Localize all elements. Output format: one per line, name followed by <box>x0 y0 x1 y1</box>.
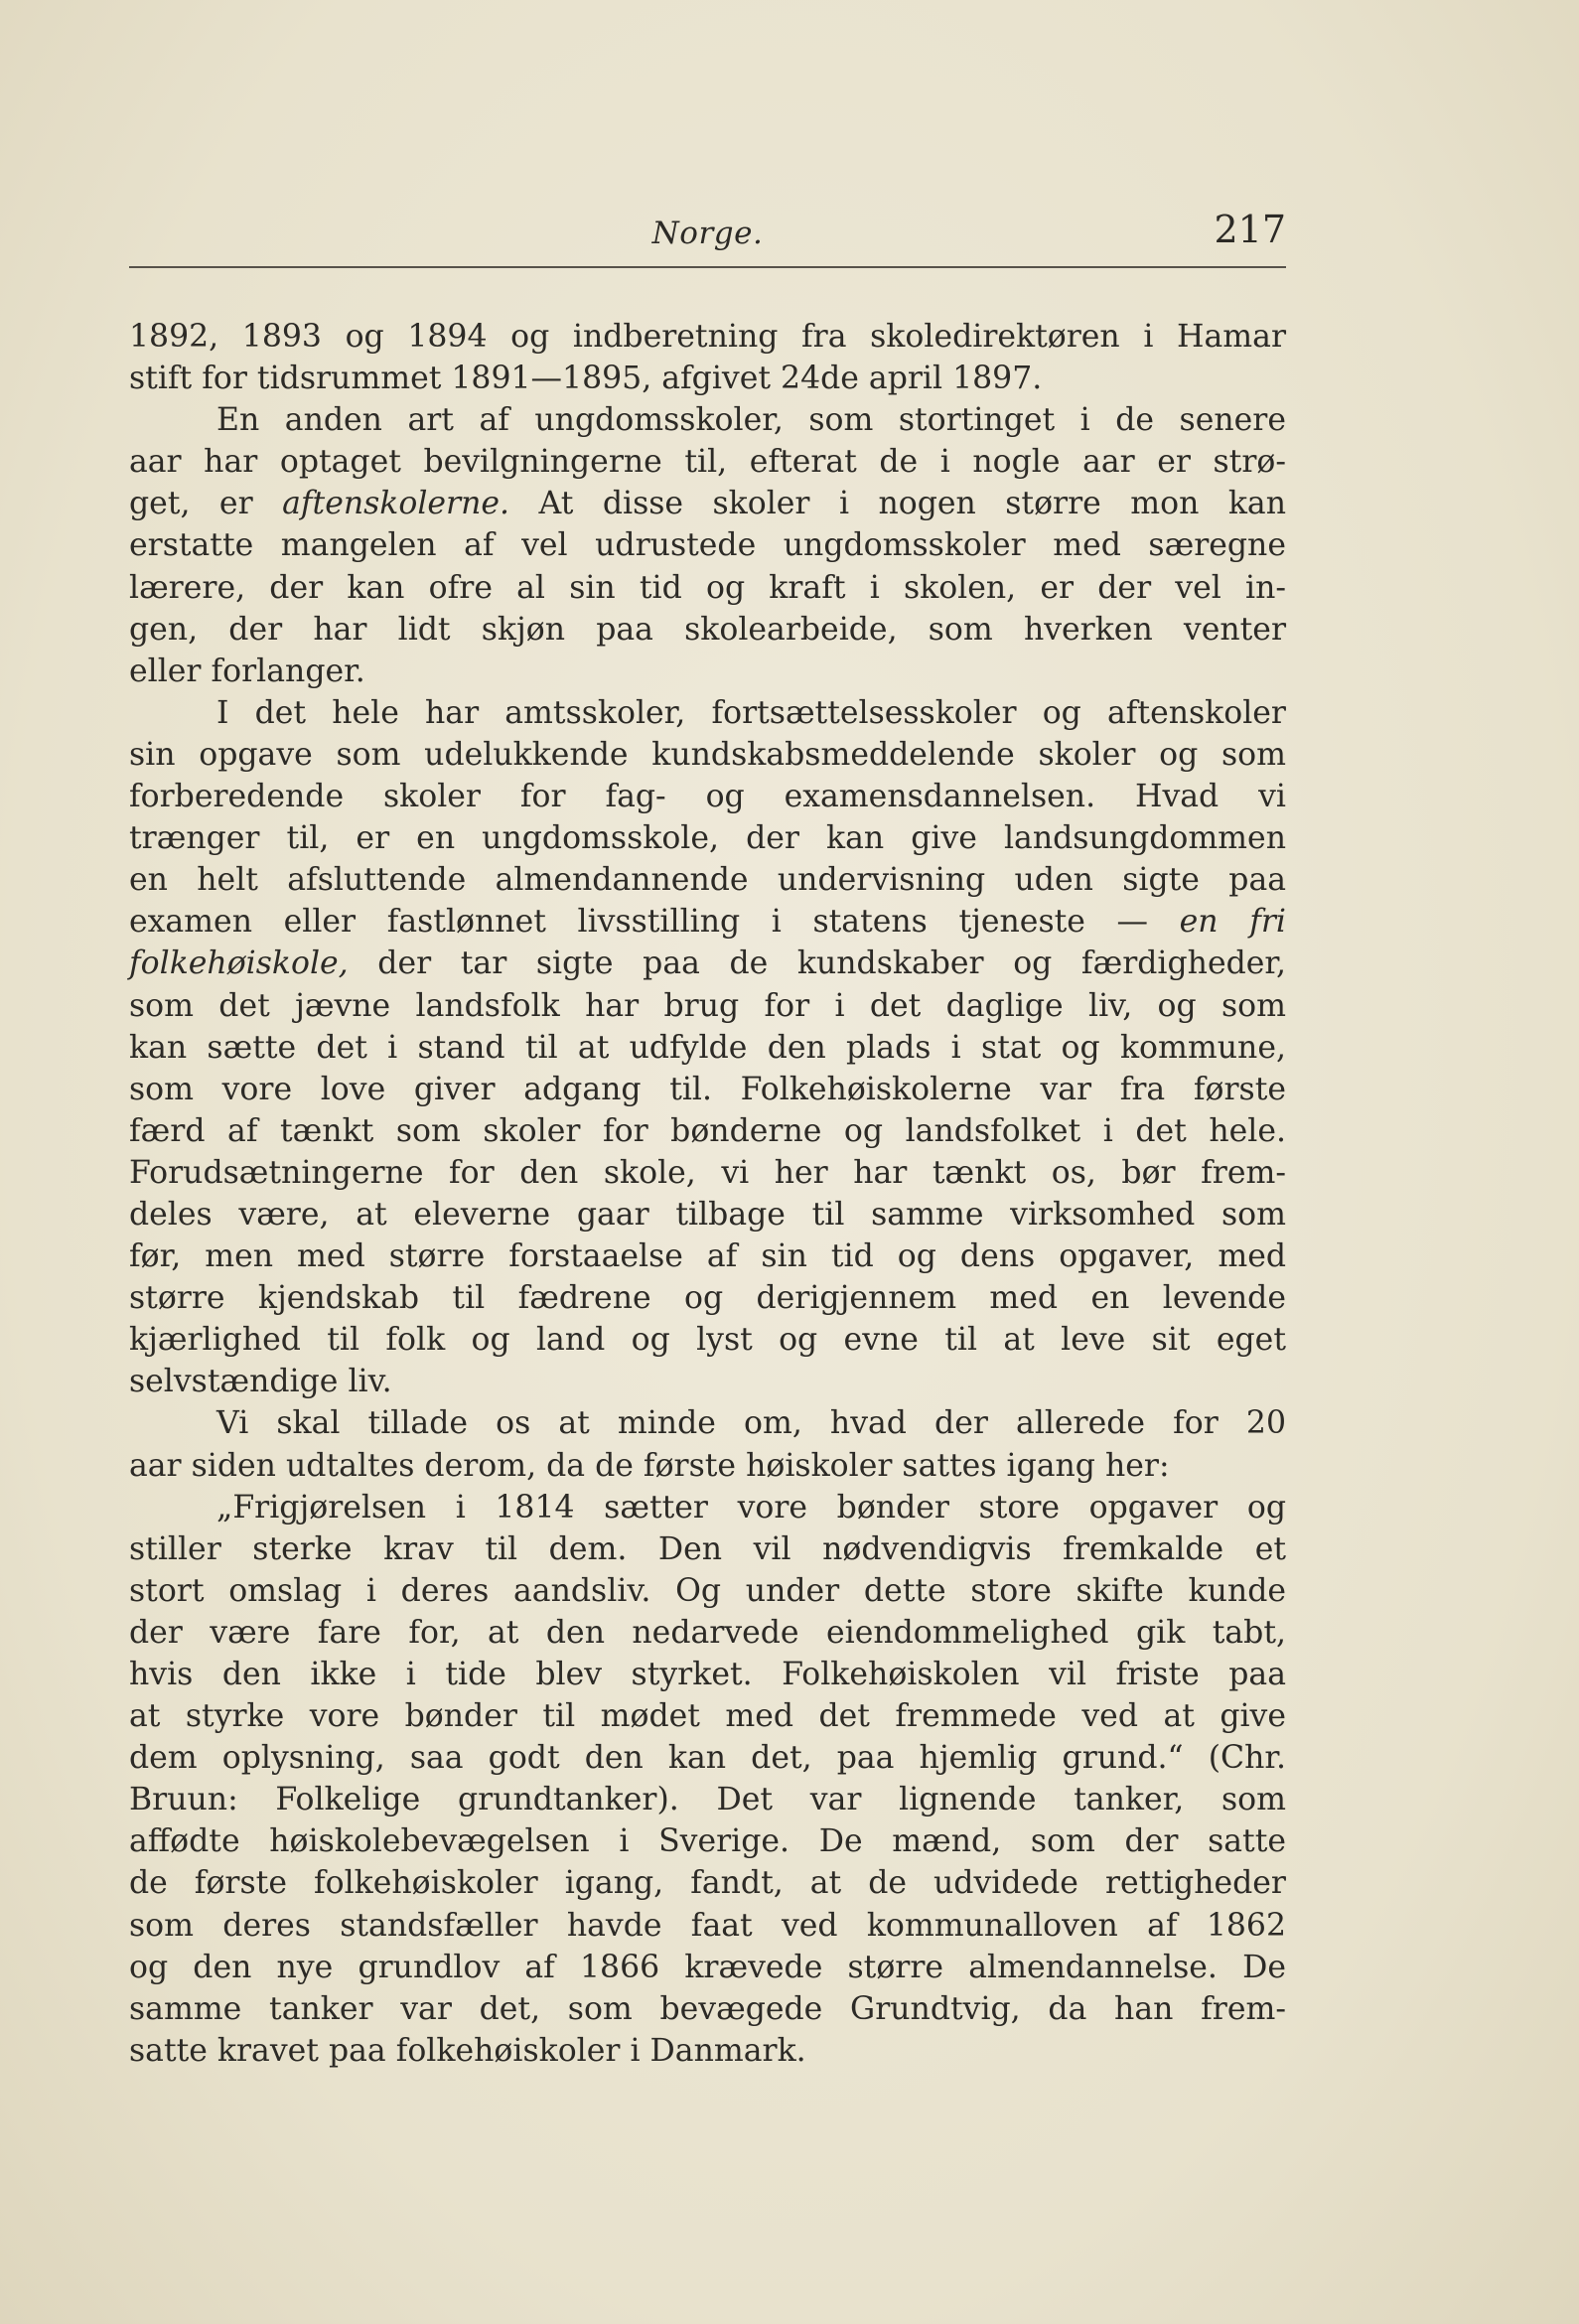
text-line: trænger til, er en ungdomsskole, der kan give landsungdommen <box>129 820 1286 857</box>
text-line: som vore love giver adgang til. Folkehøiskolerne var fra første <box>129 1071 1286 1107</box>
text-line: En anden art af ungdomsskoler, som stortinget i de senere <box>216 402 1286 439</box>
text-line <box>129 943 1286 984</box>
text-line: satte kravet paa folkehøiskoler i Danmark. <box>129 2032 806 2069</box>
text-line: Forudsætningerne for den skole, vi her har tænkt os, bør frem- <box>129 1154 1286 1191</box>
text-line: og den nye grundlov af 1866 krævede større almendannelse. De <box>129 1949 1286 1985</box>
text-line: selvstændige liv. <box>129 1364 392 1400</box>
text-line: færd af tænkt som skoler for bønderne og landsfolket i det hele. <box>129 1112 1286 1149</box>
text-line: før, men med større forstaaelse af sin tid og dens opgaver, med <box>129 1238 1286 1275</box>
running-head: Norge. <box>651 216 764 251</box>
text-line: at styrke vore bønder til mødet med det fremmede ved at give <box>129 1698 1286 1735</box>
text-line: som deres standsfæller havde faat ved kommunalloven af 1862 <box>129 1907 1286 1944</box>
text-line: der være fare for, at den nedarvede eiendommelighed gik tabt, <box>129 1614 1286 1651</box>
text-line <box>129 483 1286 524</box>
header-rule <box>129 266 1286 268</box>
text-line: større kjendskab til fædrene og derigjennem med en levende <box>129 1280 1286 1317</box>
text-line: samme tanker var det, som bevægede Grundtvig, da han frem- <box>129 1990 1286 2027</box>
text-line <box>129 901 1286 943</box>
text-line: de første folkehøiskoler igang, fandt, at de udvidede rettigheder <box>129 1865 1286 1902</box>
text-line: „Frigjørelsen i 1814 sætter vore bønder store opgaver og <box>216 1489 1286 1525</box>
text-line: kjærlighed til folk og land og lyst og evne til at leve sit eget <box>129 1322 1286 1359</box>
page-number: 217 <box>1214 208 1286 251</box>
text-line: som det jævne landsfolk har brug for i det daglige liv, og som <box>129 987 1286 1024</box>
text-line: 1892, 1893 og 1894 og indberetning fra skoledirektøren i Hamar <box>129 319 1286 355</box>
text-line: en helt afsluttende almendannende undervisning uden sigte paa <box>129 862 1286 899</box>
italic-term: en fri <box>1179 904 1286 941</box>
text-line: stiller sterke krav til dem. Den vil nødvendigvis fremkalde et <box>129 1530 1286 1567</box>
text-line: kan sætte det i stand til at udfylde den plads i stat og kommune, <box>129 1029 1286 1066</box>
text-line: deles være, at eleverne gaar tilbage til samme virksomhed som <box>129 1196 1286 1233</box>
text-line: erstatte mangelen af vel udrustede ungdomsskoler med særegne <box>129 527 1286 564</box>
page-header <box>129 204 1286 263</box>
text-line: Bruun: Folkelige grundtanker). Det var lignende tanker, som <box>129 1782 1286 1818</box>
text-line: sin opgave som udelukkende kundskabsmeddelende skoler og som <box>129 736 1286 773</box>
text-line: gen, der har lidt skjøn paa skolearbeide, som hverken venter <box>129 611 1286 648</box>
text-segment: examen eller fastlønnet livsstilling i statens tjeneste — <box>129 904 1180 941</box>
text-segment: get, er <box>129 486 283 522</box>
text-line: dem oplysning, saa godt den kan det, paa hjemlig grund.“ (Chr. <box>129 1740 1286 1777</box>
italic-term: aftenskolerne. <box>282 486 510 522</box>
text-line: eller forlanger. <box>129 653 365 689</box>
text-line: Vi skal tillade os at minde om, hvad der allerede for 20 <box>216 1405 1286 1442</box>
text-segment: At disse skoler i nogen større mon kan <box>509 486 1287 522</box>
text-line: aar har optaget bevilgningerne til, efterat de i nogle aar er strø- <box>129 444 1286 481</box>
text-line: stift for tidsrummet 1891—1895, afgivet 24de april 1897. <box>129 361 1043 397</box>
text-line: affødte høiskolebevægelsen i Sverige. De mænd, som der satte <box>129 1823 1286 1860</box>
text-segment: der tar sigte paa de kundskaber og færdigheder, <box>348 945 1286 982</box>
text-line: lærere, der kan ofre al sin tid og kraft i skolen, er der vel in- <box>129 569 1286 606</box>
text-line: stort omslag i deres aandsliv. Og under dette store skifte kunde <box>129 1572 1286 1609</box>
text-line: forberedende skoler for fag- og examensdannelsen. Hvad vi <box>129 779 1286 815</box>
text-line: hvis den ikke i tide blev styrket. Folkehøiskolen vil friste paa <box>129 1657 1286 1692</box>
text-line: aar siden udtaltes derom, da de første høiskoler sattes igang her: <box>129 1447 1170 1484</box>
body-text <box>129 316 1286 2072</box>
italic-term: folkehøiskole, <box>129 945 349 982</box>
text-line: I det hele har amtsskoler, fortsættelsesskoler og aftenskoler <box>216 694 1286 731</box>
